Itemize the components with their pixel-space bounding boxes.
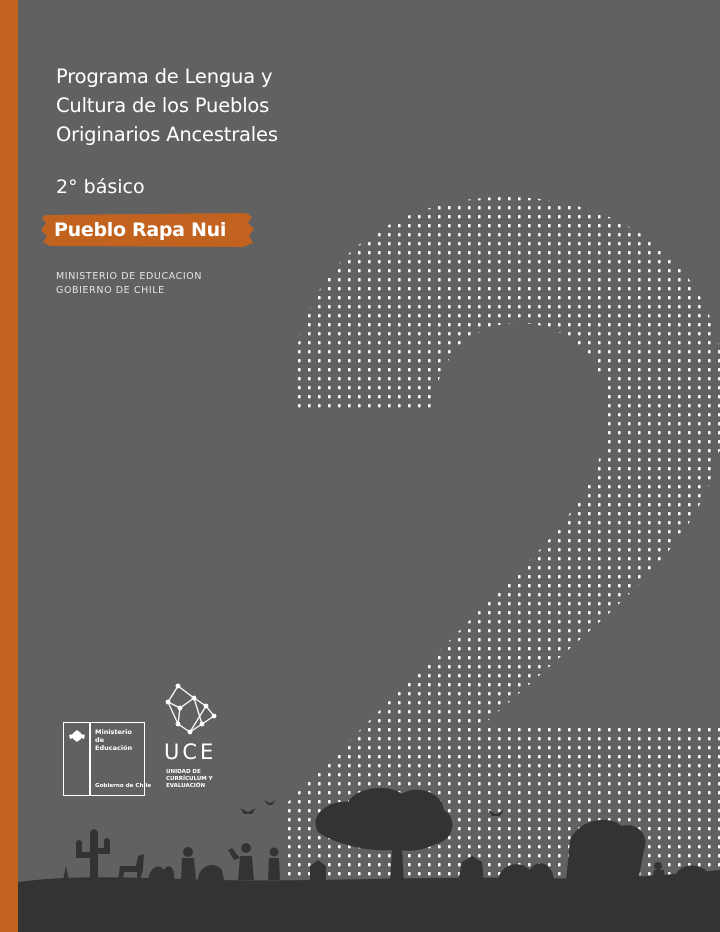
side-stripe: [0, 0, 18, 932]
title-line-3: Originarios Ancestrales: [56, 123, 278, 146]
crest-icon: [68, 729, 86, 743]
uce-line-1: UNIDAD DE: [166, 769, 201, 775]
title-line-2: Cultura de los Pueblos: [56, 94, 270, 117]
ministry-line-1: MINISTERIO DE EDUCACION: [56, 271, 203, 282]
ministry-credit: [56, 270, 202, 298]
gobierno-label: Gobierno de Chile: [95, 783, 152, 789]
ministerio-line-1: Ministerio de: [95, 728, 132, 744]
landscape-silhouette: [18, 770, 720, 932]
program-title: [56, 62, 376, 149]
uce-line-3: EVALUACIÓN: [166, 783, 206, 789]
people-label: Pueblo Rapa Nui: [54, 219, 227, 241]
ministry-line-2: GOBIERNO DE CHILE: [56, 285, 165, 296]
people-banner: [40, 212, 256, 248]
title-line-1: Programa de Lengua y: [56, 65, 273, 88]
uce-acronym: UCE: [164, 740, 217, 764]
ministerio-line-2: Educación: [95, 744, 133, 752]
ministerio-name: [95, 728, 143, 752]
uce-line-2: CURRÍCULUM Y: [166, 776, 213, 782]
network-icon: [160, 680, 220, 740]
grade-label: 2° básico: [56, 176, 145, 198]
